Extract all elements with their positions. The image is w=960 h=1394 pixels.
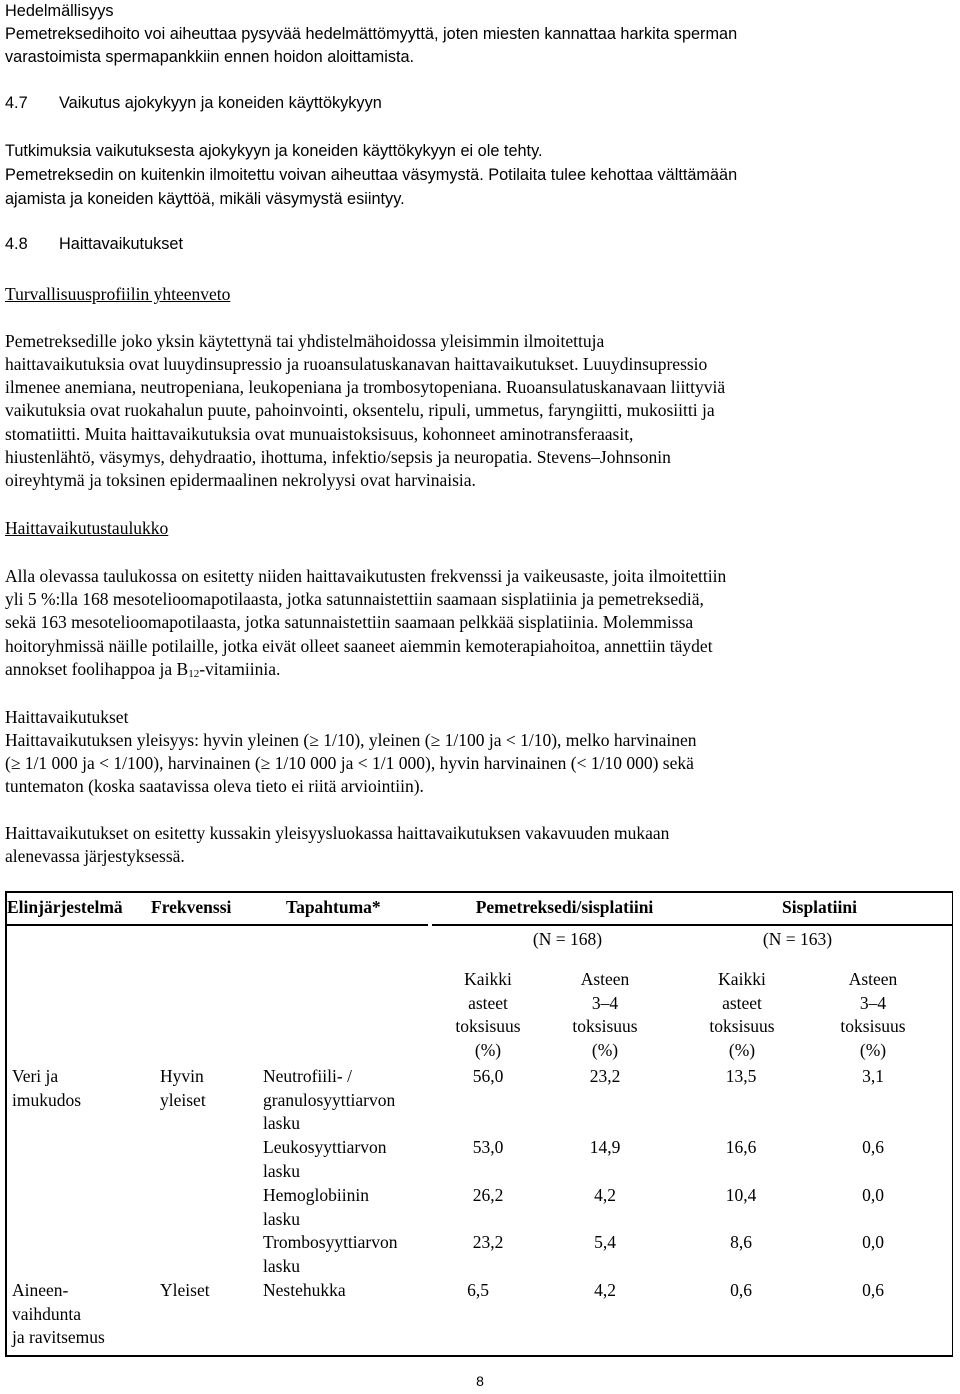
header-pem-n: (N = 168) <box>532 929 603 949</box>
header-pemetrexed-cisplatin: Pemetreksedi/sisplatiini <box>475 897 654 917</box>
event-line: Neutrofiili- / <box>263 1066 352 1086</box>
value-cell: 6,5 <box>467 1280 489 1300</box>
event-line: Trombosyyttiarvon <box>263 1232 398 1252</box>
organ-class-line: ja ravitsemus <box>12 1327 105 1347</box>
event-cell <box>263 1184 369 1231</box>
event-line: lasku <box>263 1113 300 1133</box>
frequency-line: (≥ 1/1 000 ja < 1/100), harvinainen (≥ 1/10 000 ja < 1/1 000), hyvin harvinainen (< 1/10 000) sekä <box>5 753 694 773</box>
value-cell: 56,0 <box>472 1066 504 1086</box>
subheader-all-grades <box>692 968 792 1062</box>
table-intro-line: sekä 163 mesotelioomapotilaasta, jotka satunnaistettiin saamaan pelkkää sisplatiinia. Molemmissa <box>5 612 694 632</box>
value-cell: 8,6 <box>730 1232 752 1252</box>
organ-class-cell <box>12 1279 105 1350</box>
organ-class-line: Veri ja <box>12 1066 59 1086</box>
summary-line: haittavaikutuksia ovat luuydinsupressio ja ruoansulatuskanavan haittavaikutukset. Luuydinsupressio <box>5 354 708 374</box>
table-intro-text: annokset foolihappoa ja B <box>5 659 189 679</box>
event-line: Nestehukka <box>263 1280 346 1300</box>
fertility-text-line: Pemetreksedihoito voi aiheuttaa pysyvää hedelmättömyyttä, joten miesten kannattaa harkita sperman <box>5 25 738 43</box>
value-cell: 10,4 <box>725 1185 757 1205</box>
header-event: Tapahtuma* <box>286 897 381 917</box>
frequency-line: Hyvin <box>160 1066 204 1086</box>
event-line: Hemoglobiinin <box>263 1185 369 1205</box>
summary-line: stomatiitti. Muita haittavaikutuksia ovat munuaistoksisuus, kohonneet aminotransferaasit, <box>5 424 634 444</box>
event-cell <box>263 1279 346 1303</box>
order-line: alenevassa järjestyksessä. <box>5 846 185 866</box>
fertility-heading: Hedelmällisyys <box>5 2 114 20</box>
event-cell <box>263 1231 398 1278</box>
header-underline <box>432 924 953 926</box>
order-line: Haittavaikutukset on esitetty kussakin yleisyysluokassa haittavaikutuksen vakavuuden mukaan <box>5 823 670 843</box>
value-cell: 13,5 <box>725 1066 757 1086</box>
adverse-events-table <box>5 891 953 1357</box>
event-cell <box>263 1065 395 1136</box>
frequency-line: Yleiset <box>160 1280 210 1300</box>
value-cell: 4,2 <box>594 1280 616 1300</box>
table-intro-line: Alla olevassa taulukossa on esitetty niiden haittavaikutusten frekvenssi ja vaikeusaste, joita ilmoitettiin <box>5 566 727 586</box>
frequency-cell <box>160 1065 206 1112</box>
subheader-line: (%) <box>728 1039 756 1060</box>
summary-line: oireyhtymä ja toksinen epidermaalinen nekrolyysi ovat harvinaisia. <box>5 470 476 490</box>
table-right-border <box>952 891 954 1357</box>
summary-line: ilmenee anemiana, neutropeniana, leukopeniana ja trombosytopeniana. Ruoansulatuskanavaan liittyviä <box>5 377 726 397</box>
ae-heading: Haittavaikutukset <box>5 707 129 727</box>
value-cell: 4,2 <box>594 1185 616 1205</box>
event-line: lasku <box>263 1255 300 1276</box>
value-cell: 5,4 <box>594 1232 616 1252</box>
section-text-line: ajamista ja koneiden käyttöä, mikäli väsymystä esiintyy. <box>5 190 405 208</box>
subheader-line: Kaikki <box>718 969 766 989</box>
event-cell <box>263 1136 386 1183</box>
vitamin-subscript: 12 <box>188 668 200 680</box>
subheader-line: (%) <box>859 1039 887 1060</box>
subheader-grade-3-4 <box>823 968 923 1062</box>
subheader-line: asteet <box>722 992 762 1013</box>
subheader-line: Kaikki <box>464 969 512 989</box>
subheader-line: (%) <box>591 1039 619 1060</box>
summary-heading: Turvallisuusprofiilin yhteenveto <box>5 284 231 304</box>
summary-line: hiustenlähtö, väsymys, dehydraatio, ihottuma, infektio/sepsis ja neuropatia. Stevens–Johnsonin <box>5 447 671 467</box>
organ-class-line: vaihdunta <box>12 1303 82 1324</box>
table-bottom-border <box>5 1355 953 1357</box>
section-title: Haittavaikutukset <box>59 235 183 253</box>
section-title: Vaikutus ajokykyyn ja koneiden käyttökykyyn <box>59 94 382 112</box>
frequency-line: yleiset <box>160 1089 206 1110</box>
frequency-cell <box>160 1279 210 1303</box>
subheader-line: toksisuus <box>455 1016 521 1036</box>
section-text-line: Pemetreksedin on kuitenkin ilmoitettu voivan aiheuttaa väsymystä. Potilaita tulee kehottaa välttämään <box>5 166 738 184</box>
event-line: lasku <box>263 1208 300 1229</box>
value-cell: 53,0 <box>472 1137 504 1157</box>
header-cis-n: (N = 163) <box>762 929 833 949</box>
subheader-all-grades <box>433 968 543 1062</box>
subheader-line: toksisuus <box>709 1016 775 1036</box>
value-cell: 26,2 <box>472 1185 504 1205</box>
value-cell: 0,6 <box>730 1280 752 1300</box>
value-cell: 0,0 <box>862 1185 884 1205</box>
value-cell: 23,2 <box>589 1066 621 1086</box>
table-intro-line <box>5 658 280 682</box>
header-organ-class: Elinjärjestelmä <box>7 897 123 917</box>
section-text-line: Tutkimuksia vaikutuksesta ajokykyyn ja koneiden käyttökykyyn ei ole tehty. <box>5 142 543 160</box>
frequency-line: tuntematon (koska saatavissa oleva tieto ei riitä arviointiin). <box>5 776 424 796</box>
header-cisplatin: Sisplatiini <box>782 897 857 917</box>
value-cell: 0,6 <box>862 1137 884 1157</box>
section-number: 4.8 <box>5 235 28 253</box>
subheader-line: 3–4 <box>591 992 619 1013</box>
table-intro-text: -vitamiinia. <box>199 659 281 679</box>
table-top-border <box>5 891 953 893</box>
subheader-line: asteet <box>468 992 508 1013</box>
summary-line: Pemetreksedille joko yksin käytettynä tai yhdistelmähoidossa yleisimmin ilmoitettuja <box>5 331 605 351</box>
header-underline <box>5 924 428 926</box>
table-intro-line: hoitoryhmissä näille potilaille, jotka eivät olleet saaneet aiemmin kemoterapiahoitoa, annettiin täydet <box>5 636 713 656</box>
fertility-text-line: varastoimista spermapankkiin ennen hoidon aloittamista. <box>5 48 415 66</box>
event-line: lasku <box>263 1160 300 1181</box>
summary-line: vaikutuksia ovat ruokahalun puute, pahoinvointi, oksentelu, ripuli, ummetus, faryngiitti, mukosiitti ja <box>5 400 715 420</box>
subheader-grade-3-4 <box>555 968 655 1062</box>
event-line: Leukosyyttiarvon <box>263 1137 387 1157</box>
header-frequency: Frekvenssi <box>151 897 232 917</box>
section-number: 4.7 <box>5 94 28 112</box>
value-cell: 0,0 <box>862 1232 884 1252</box>
table-heading: Haittavaikutustaulukko <box>5 518 169 538</box>
organ-class-line: imukudos <box>12 1089 82 1110</box>
event-line: granulosyyttiarvon <box>263 1089 396 1110</box>
subheader-line: toksisuus <box>572 1016 638 1036</box>
subheader-line: Asteen <box>848 969 898 989</box>
value-cell: 23,2 <box>472 1232 504 1252</box>
table-intro-line: yli 5 %:lla 168 mesotelioomapotilaasta, jotka satunnaistettiin saamaan sisplatiinia ja pemetreksediä, <box>5 589 704 609</box>
organ-class-cell <box>12 1065 81 1112</box>
section-heading <box>5 233 183 257</box>
value-cell: 14,9 <box>589 1137 621 1157</box>
value-cell: 3,1 <box>862 1066 884 1086</box>
section-heading <box>5 92 382 116</box>
subheader-line: toksisuus <box>840 1016 906 1036</box>
value-cell: 16,6 <box>725 1137 757 1157</box>
value-cell: 0,6 <box>862 1280 884 1300</box>
page-number: 8 <box>476 1373 484 1389</box>
table-left-border <box>5 891 7 1357</box>
subheader-line: 3–4 <box>859 992 887 1013</box>
subheader-line: Asteen <box>580 969 630 989</box>
organ-class-line: Aineen- <box>12 1280 69 1300</box>
frequency-line: Haittavaikutuksen yleisyys: hyvin yleinen (≥ 1/10), yleinen (≥ 1/100 ja < 1/10), melko harvinainen <box>5 730 697 750</box>
subheader-line: (%) <box>474 1039 502 1060</box>
